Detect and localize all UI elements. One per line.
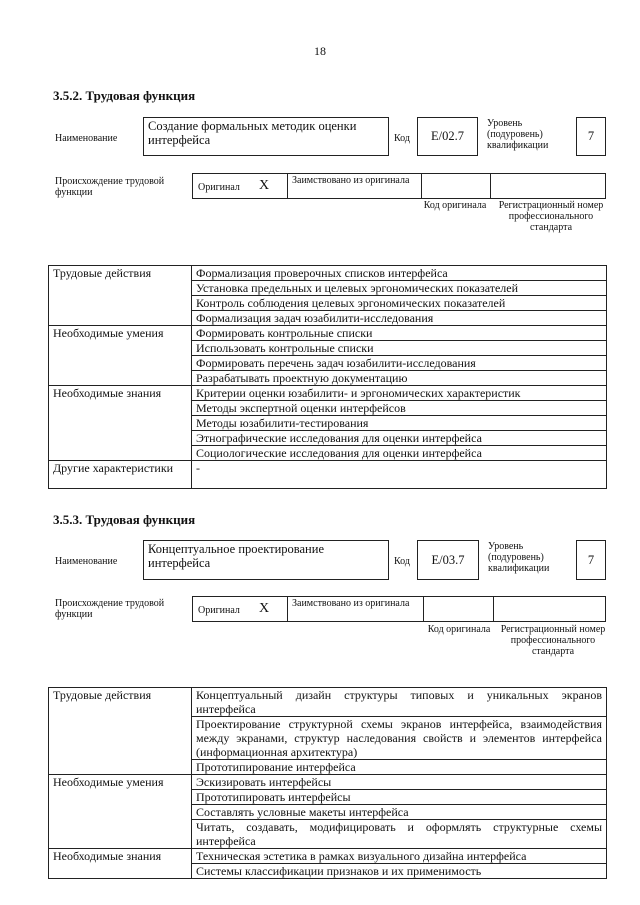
- item-cell: Социологические исследования для оценки интерфейса: [192, 446, 607, 461]
- item-cell: Методы юзабилити-тестирования: [192, 416, 607, 431]
- item-cell: Концептуальный дизайн структуры типовых и уникальных экранов интерфейса: [192, 688, 607, 717]
- level-box: [576, 540, 606, 580]
- category-cell: Другие характеристики: [49, 461, 192, 489]
- table-row: [49, 461, 607, 489]
- origin-label: Происхождение трудовой функции: [55, 598, 165, 620]
- divider: [490, 173, 491, 199]
- level-box: [576, 117, 606, 156]
- original-label: Оригинал: [198, 182, 240, 193]
- item-cell: -: [192, 461, 607, 489]
- category-cell: Необходимые знания: [49, 386, 192, 461]
- function-name-box: [143, 540, 389, 580]
- function-name: Концептуальное проектирование интерфейса: [148, 542, 324, 570]
- table-row: [49, 386, 607, 401]
- name-label: Наименование: [55, 556, 118, 567]
- item-cell: Системы классификации признаков и их применимость: [192, 864, 607, 879]
- item-cell: Эскизировать интерфейсы: [192, 775, 607, 790]
- item-cell: Формировать перечень задач юзабилити-исследования: [192, 356, 607, 371]
- level-value: 7: [587, 552, 595, 567]
- category-cell: Необходимые умения: [49, 326, 192, 386]
- reg-number-caption: Регистрационный номер профессионального стандарта: [498, 200, 604, 233]
- function-code-box: [417, 117, 478, 156]
- original-mark: X: [259, 178, 270, 193]
- item-cell: Этнографические исследования для оценки интерфейса: [192, 431, 607, 446]
- category-cell: Трудовые действия: [49, 266, 192, 326]
- divider: [493, 596, 494, 622]
- item-cell: Использовать контрольные списки: [192, 341, 607, 356]
- code-original-caption: Код оригинала: [427, 624, 491, 635]
- table-row: [49, 326, 607, 341]
- item-cell: Прототипировать интерфейсы: [192, 790, 607, 805]
- item-cell: Прототипирование интерфейса: [192, 760, 607, 775]
- function-table-352: [48, 265, 607, 489]
- function-name: Создание формальных методик оценки интерфейса: [148, 119, 357, 147]
- table-row: [49, 775, 607, 790]
- function-code: E/03.7: [431, 552, 465, 567]
- borrowed-label: Заимствовано из оригинала: [292, 175, 410, 186]
- original-mark: X: [259, 601, 270, 616]
- reg-number-caption: Регистрационный номер профессионального стандарта: [500, 624, 606, 657]
- code-original-caption: Код оригинала: [423, 200, 487, 211]
- item-cell: Формализация проверочных списков интерфейса: [192, 266, 607, 281]
- item-cell: Техническая эстетика в рамках визуального дизайна интерфейса: [192, 849, 607, 864]
- level-value: 7: [587, 129, 595, 143]
- original-label: Оригинал: [198, 605, 240, 616]
- name-label: Наименование: [55, 133, 118, 144]
- item-cell: Разрабатывать проектную документацию: [192, 371, 607, 386]
- function-code: E/02.7: [431, 129, 464, 143]
- origin-label: Происхождение трудовой функции: [55, 176, 165, 198]
- section-title: 3.5.3. Трудовая функция: [53, 512, 196, 527]
- item-cell: Составлять условные макеты интерфейса: [192, 805, 607, 820]
- table-row: [49, 849, 607, 864]
- divider: [421, 173, 422, 199]
- item-cell: Формировать контрольные списки: [192, 326, 607, 341]
- level-label: Уровень (подуровень) квалификации: [487, 118, 549, 151]
- item-cell: Читать, создавать, модифицировать и оформлять структурные схемы интерфейса: [192, 820, 607, 849]
- item-cell: Формализация задач юзабилити-исследования: [192, 311, 607, 326]
- divider: [423, 596, 424, 622]
- code-label: Код: [394, 133, 410, 144]
- table-row: [49, 688, 607, 717]
- section-title: 3.5.2. Трудовая функция: [53, 88, 196, 103]
- page-number: 18: [314, 44, 326, 58]
- table-row: [49, 266, 607, 281]
- divider: [287, 173, 288, 199]
- item-cell: Проектирование структурной схемы экранов интерфейса, взаимодействия между экранами, структур наследования свойств и элементов интерфейса (информационная архитектура): [192, 717, 607, 760]
- divider: [287, 596, 288, 622]
- item-cell: Критерии оценки юзабилити- и эргономических характеристик: [192, 386, 607, 401]
- origin-box: [192, 596, 606, 622]
- category-cell: Трудовые действия: [49, 688, 192, 775]
- borrowed-label: Заимствовано из оригинала: [292, 598, 410, 609]
- origin-box: [192, 173, 606, 199]
- item-cell: Методы экспертной оценки интерфейсов: [192, 401, 607, 416]
- function-table-353: [48, 687, 607, 879]
- function-code-box: [417, 540, 479, 580]
- code-label: Код: [394, 556, 410, 567]
- item-cell: Установка предельных и целевых эргономических показателей: [192, 281, 607, 296]
- function-name-box: [143, 117, 389, 156]
- category-cell: Необходимые умения: [49, 775, 192, 849]
- level-label: Уровень (подуровень) квалификации: [488, 541, 550, 574]
- category-cell: Необходимые знания: [49, 849, 192, 879]
- item-cell: Контроль соблюдения целевых эргономических показателей: [192, 296, 607, 311]
